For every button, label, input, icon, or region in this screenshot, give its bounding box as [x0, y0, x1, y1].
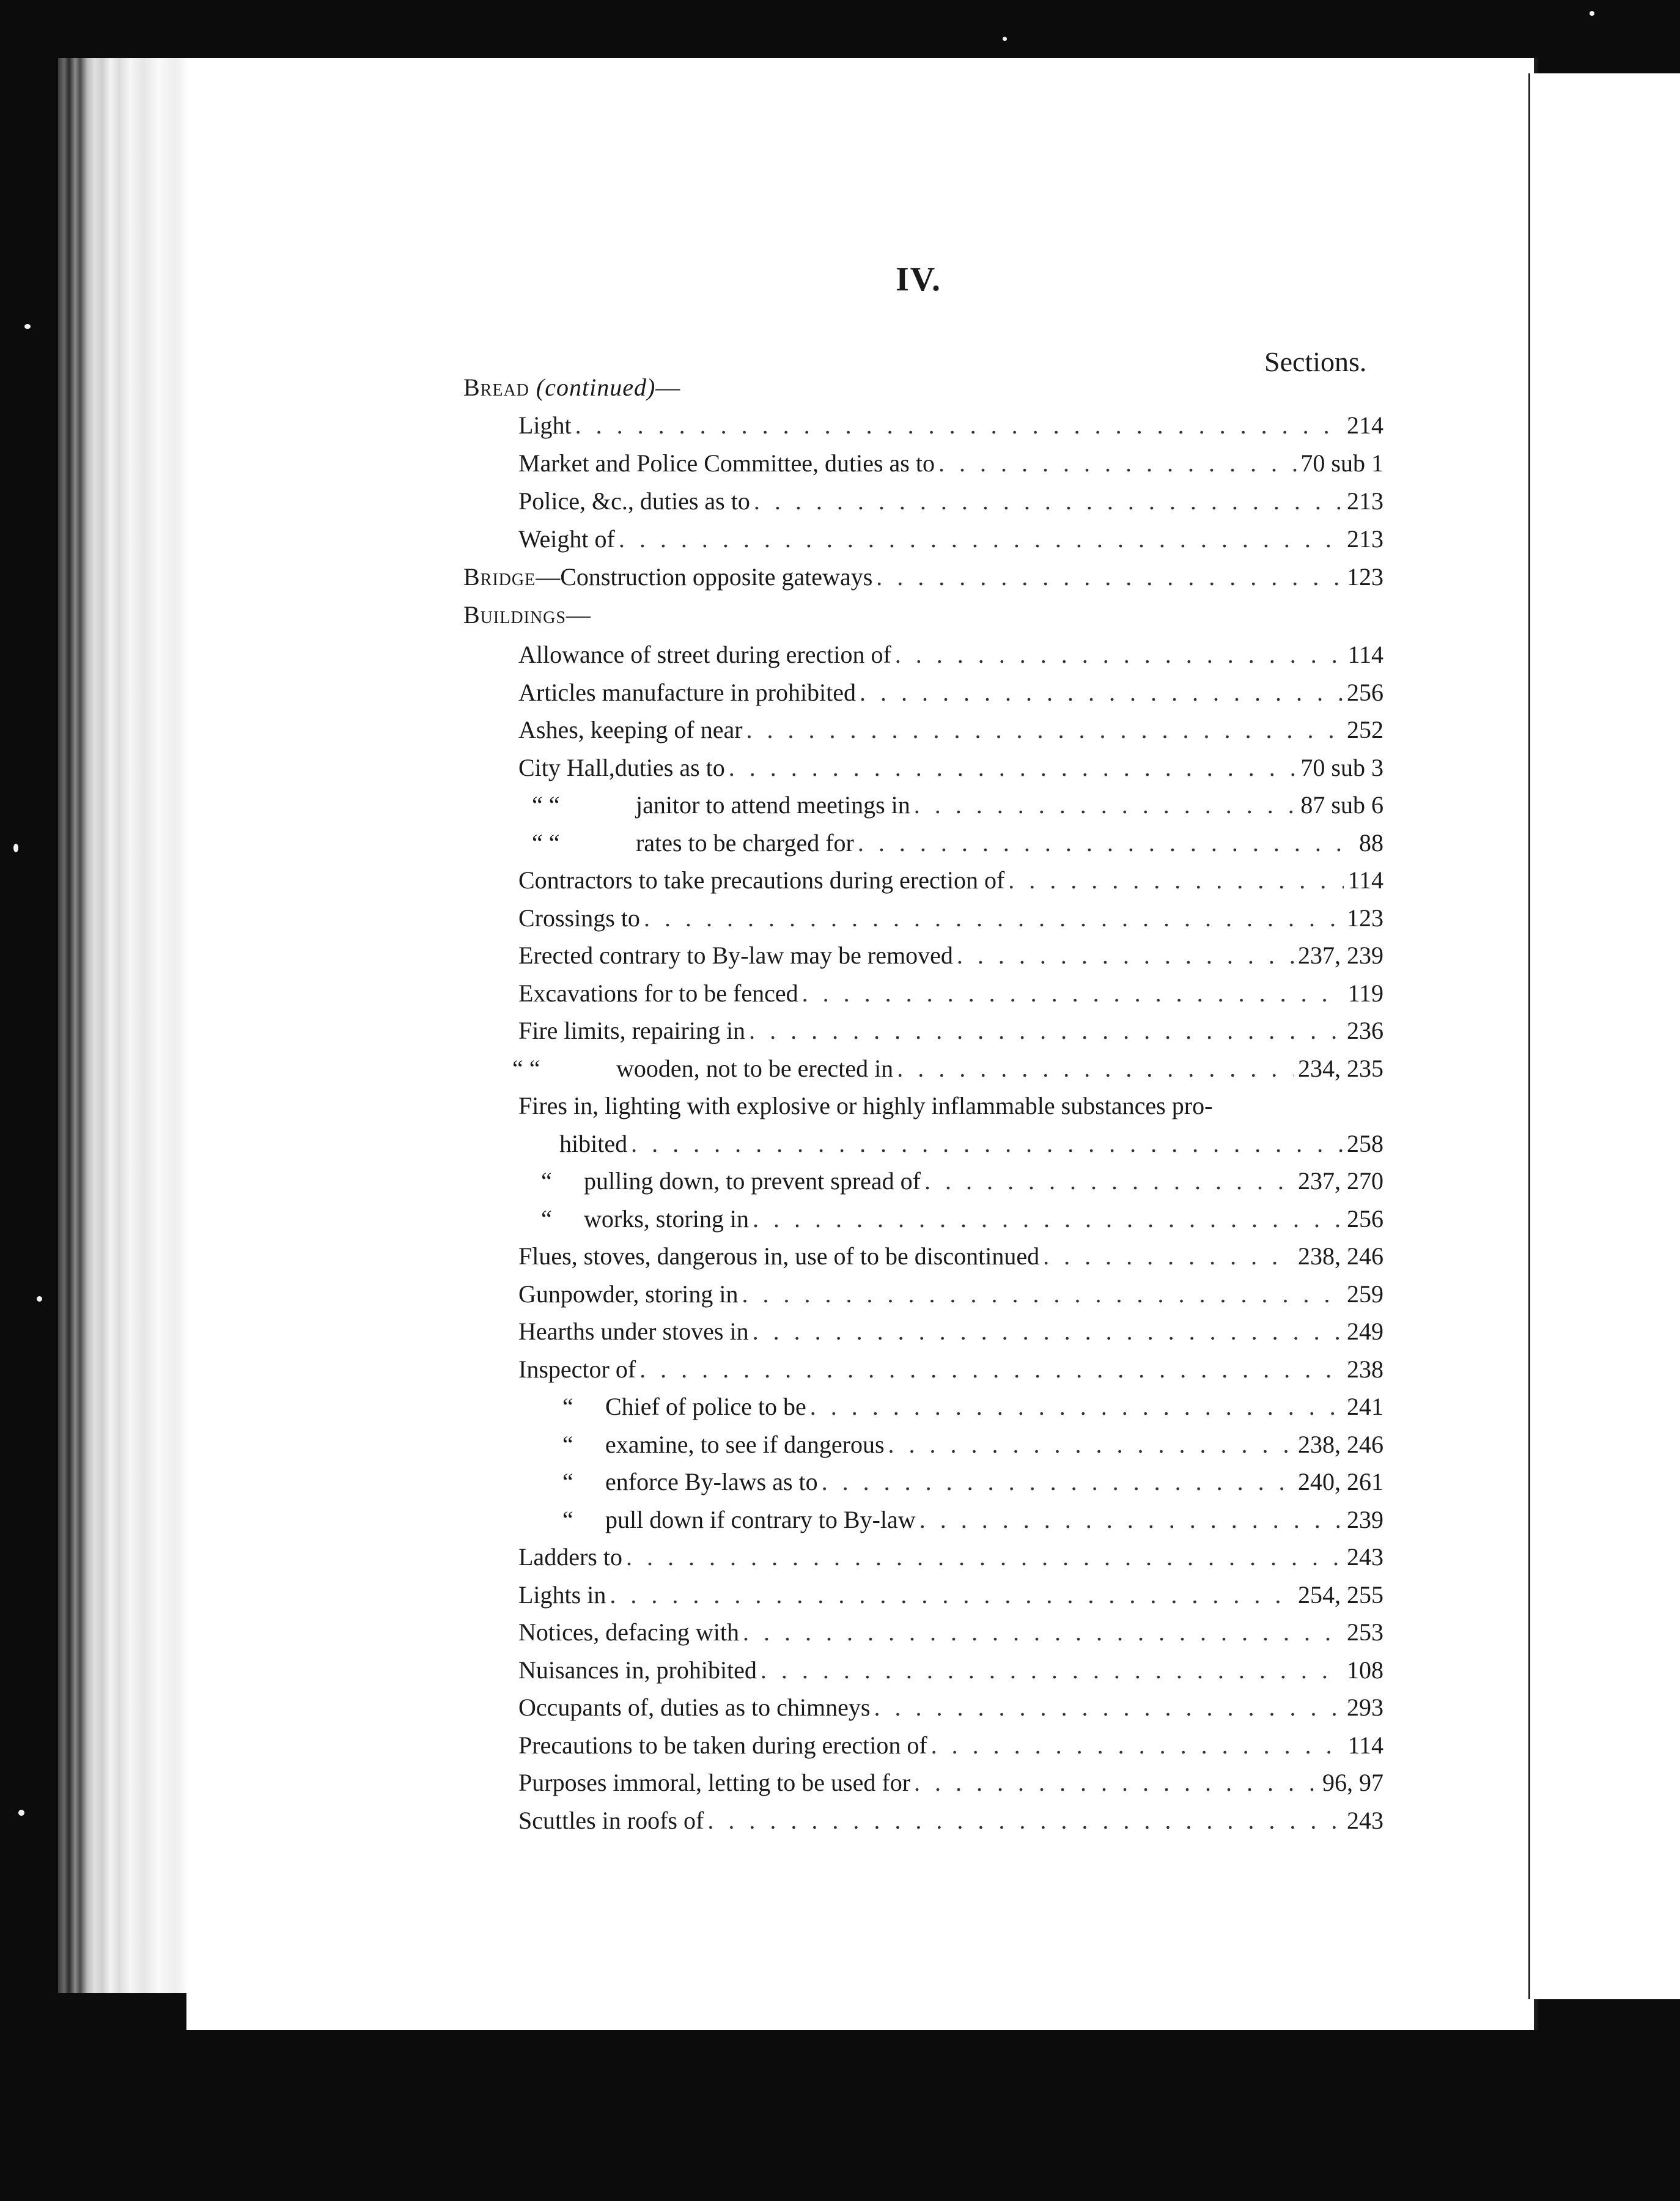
ditto-marks: “ “: [512, 1055, 540, 1082]
entry-label: [518, 1576, 606, 1614]
entry-text: Purposes immoral, letting to be used for: [518, 1769, 911, 1796]
entry-label: [532, 786, 910, 824]
index-entry: [541, 1162, 1383, 1200]
leader-dots: [802, 975, 1344, 1012]
entry-label: [518, 861, 1004, 899]
leader-dots: [938, 444, 1297, 482]
entry-label: [541, 1200, 749, 1238]
leader-dots: [897, 1050, 1294, 1088]
index-entry: [518, 1275, 1383, 1313]
entry-label: [532, 824, 854, 862]
heading-continued: (continued): [536, 374, 656, 401]
index-entry: [559, 1125, 1383, 1163]
entry-section-ref: 238: [1347, 1355, 1383, 1383]
entry-section-ref: 114: [1347, 866, 1383, 894]
entry-label: [518, 1313, 749, 1351]
index-entry: [518, 1727, 1383, 1764]
index-entry: [518, 407, 1383, 444]
entry-section-ref: 214: [1347, 411, 1383, 439]
entry-text: Ashes, keeping of near: [518, 716, 743, 743]
index-entry: [541, 1200, 1383, 1238]
entry-section-ref: 293: [1347, 1694, 1383, 1721]
leader-dots: [1043, 1237, 1294, 1275]
entry-section-ref: 238, 246: [1298, 1242, 1383, 1270]
entry-text: Occupants of, duties as to chimneys: [518, 1694, 871, 1721]
leader-dots: [876, 558, 1343, 596]
entry-text: Ladders to: [518, 1543, 622, 1571]
entry-text: works, storing in: [584, 1205, 749, 1233]
entry-text: Excavations for to be fenced: [518, 979, 798, 1007]
entry-label: [518, 711, 743, 749]
entry-label: [518, 674, 856, 712]
index-entry: [518, 1576, 1383, 1614]
index-entry: [518, 749, 1383, 787]
index-entry: [518, 1237, 1383, 1275]
entry-section-ref: 70 sub 3: [1300, 754, 1383, 781]
entry-label: [562, 1501, 916, 1539]
entry-section-ref: 240, 261: [1298, 1468, 1383, 1495]
entry-section-ref: 243: [1347, 1807, 1383, 1834]
index-entry: [518, 1802, 1383, 1840]
index-entry: [532, 824, 1383, 862]
entry-text: Crossings to: [518, 904, 640, 932]
ditto-marks: “: [541, 1167, 552, 1195]
index-entry: [518, 975, 1383, 1012]
entry-section-ref: 87 sub 6: [1300, 791, 1383, 819]
leader-dots: [707, 1802, 1343, 1840]
entry-label: [463, 558, 872, 596]
leader-dots: [610, 1576, 1294, 1614]
leader-dots: [626, 1538, 1343, 1576]
ditto-marks: “: [562, 1506, 573, 1533]
entry-section-ref: 258: [1347, 1130, 1383, 1157]
entry-label: [518, 1651, 757, 1689]
leader-dots: [575, 407, 1343, 444]
leader-dots: [754, 482, 1343, 520]
leader-dots: [742, 1275, 1343, 1313]
entry-text: wooden, not to be erected in: [616, 1055, 894, 1082]
entry-label: [518, 1237, 1039, 1275]
index-entry: [518, 1538, 1383, 1576]
entry-text: Hearths under stoves in: [518, 1318, 749, 1345]
page-number: IV.: [896, 260, 942, 298]
entry-section-ref: 256: [1347, 1205, 1383, 1233]
entry-label: Weight of: [518, 525, 615, 553]
leader-dots: [743, 1613, 1343, 1651]
entry-section-ref: 123: [1347, 563, 1383, 591]
index-entry: [518, 444, 1383, 482]
leader-dots: [858, 824, 1355, 862]
entry-text: examine, to see if dangerous: [605, 1431, 885, 1458]
leader-dots: [924, 1162, 1294, 1200]
entry-section-ref: 259: [1347, 1280, 1383, 1308]
entry-label: Police, &c., duties as to: [518, 487, 750, 515]
entry-label: Market and Police Committee, duties as to: [518, 449, 935, 477]
index-entry-bridge: [463, 558, 1383, 596]
entry-text: pulling down, to prevent spread of: [584, 1167, 921, 1195]
ditto-marks: “ “: [532, 791, 560, 819]
index-entry: [512, 1050, 1383, 1088]
leader-dots: [749, 1012, 1343, 1050]
entry-label: [518, 899, 640, 937]
index-entry: [518, 1613, 1383, 1651]
entry-text: Notices, defacing with: [518, 1618, 739, 1646]
entry-label: [518, 1538, 622, 1576]
index-entry: [518, 1313, 1383, 1351]
entry-section-ref: 114: [1347, 1731, 1383, 1759]
entry-text: pull down if contrary to By-law: [605, 1506, 916, 1533]
index-entry: [562, 1388, 1383, 1426]
leader-dots: [746, 711, 1343, 749]
entry-text: enforce By-laws as to: [605, 1468, 818, 1495]
leader-dots: [644, 899, 1343, 937]
entry-section-ref: 108: [1347, 1656, 1383, 1684]
entry-text: Gunpowder, storing in: [518, 1280, 739, 1308]
index-heading-bread: [463, 369, 680, 407]
leader-dots: [761, 1651, 1343, 1689]
entry-text: Erected contrary to By-law may be removed: [518, 942, 953, 969]
entry-label: [518, 1012, 745, 1050]
entry-section-ref: 238, 246: [1298, 1431, 1383, 1458]
index-entry: [518, 520, 1383, 558]
leader-dots: [619, 520, 1343, 558]
entry-label: [562, 1463, 818, 1501]
leader-dots: [895, 636, 1344, 674]
index-heading-buildings: [463, 596, 591, 634]
entry-label: [518, 1275, 738, 1313]
entry-text: Articles manufacture in prohibited: [518, 679, 857, 706]
index-entry: [518, 861, 1383, 899]
leader-dots: [874, 1689, 1343, 1727]
entry-label: [518, 1764, 910, 1802]
entry-text: Fire limits, repairing in: [518, 1017, 746, 1044]
entry-section-ref: 252: [1347, 716, 1383, 743]
ditto-marks: “: [562, 1393, 573, 1420]
index-entry: [518, 1764, 1383, 1802]
entry-section-ref: 237, 239: [1298, 942, 1383, 969]
entry-text: Scuttles in roofs of: [518, 1807, 704, 1834]
leader-dots: [753, 1313, 1343, 1351]
index-entry: [518, 674, 1383, 712]
entry-text: —Construction opposite gateways: [536, 563, 873, 591]
entry-section-ref: 253: [1347, 1618, 1383, 1646]
entry-label: [562, 1388, 806, 1426]
entry-text: Flues, stoves, dangerous in, use of to be discontinued: [518, 1242, 1040, 1270]
entry-section-ref: 243: [1347, 1543, 1383, 1571]
entry-label: [562, 1426, 885, 1464]
leader-dots: [810, 1388, 1343, 1426]
ditto-marks: “: [562, 1468, 573, 1495]
index-entry: [518, 1012, 1383, 1050]
entry-text: Chief of police to be: [605, 1393, 806, 1420]
entry-text: Allowance of street during erection of: [518, 641, 891, 668]
leader-dots: [919, 1501, 1343, 1539]
entry-label: [518, 636, 891, 674]
entry-section-ref: 256: [1347, 679, 1383, 706]
entry-section-ref: 254, 255: [1298, 1581, 1383, 1609]
leader-dots: [639, 1351, 1343, 1388]
entry-section-ref: 119: [1347, 979, 1383, 1007]
entry-text: janitor to attend meetings in: [636, 791, 910, 819]
entry-text: Lights in: [518, 1581, 606, 1609]
entry-label: [518, 1087, 1212, 1125]
entry-text: Inspector of: [518, 1355, 636, 1383]
index-entry: [518, 1689, 1383, 1727]
entry-text: Precautions to be taken during erection of: [518, 1731, 927, 1759]
entry-text: City Hall,duties as to: [518, 754, 725, 781]
index-entry: [518, 1651, 1383, 1689]
leader-dots: [931, 1727, 1344, 1764]
index-entry: [518, 1351, 1383, 1388]
entry-text: rates to be charged for: [636, 829, 854, 857]
heading-term: Bread: [463, 374, 529, 401]
entry-section-ref: 237, 270: [1298, 1167, 1383, 1195]
leader-dots: [914, 1764, 1319, 1802]
leader-dots: [631, 1125, 1343, 1163]
index-entry: [518, 937, 1383, 975]
sections-column-header: Sections.: [1264, 346, 1367, 377]
ditto-marks: “: [541, 1205, 552, 1233]
entry-label: [518, 937, 953, 975]
entry-section-ref: 114: [1347, 641, 1383, 668]
index-entry: [518, 1087, 1383, 1125]
index-entry: [562, 1463, 1383, 1501]
entry-section-ref: 239: [1347, 1506, 1383, 1533]
entry-label: [559, 1125, 627, 1163]
leader-dots: [860, 674, 1343, 712]
entry-text: Nuisances in, prohibited: [518, 1656, 757, 1684]
heading-dash: —: [655, 374, 681, 401]
leader-dots: [888, 1426, 1294, 1464]
leader-dots: [1008, 861, 1344, 899]
entry-section-ref: 123: [1347, 904, 1383, 932]
entry-section-ref: 88: [1359, 829, 1383, 857]
entry-label: [518, 1802, 704, 1840]
entry-section-ref: 213: [1347, 525, 1383, 553]
entry-section-ref: 236: [1347, 1017, 1383, 1044]
entry-section-ref: 234, 235: [1298, 1055, 1383, 1082]
index-entry: [518, 711, 1383, 749]
leader-dots: [914, 786, 1297, 824]
index-entry: [532, 786, 1383, 824]
index-entry: [518, 899, 1383, 937]
entry-text: Contractors to take precautions during erection of: [518, 866, 1005, 894]
entry-label: Light: [518, 411, 572, 439]
leader-dots: [822, 1463, 1294, 1501]
leader-dots: [753, 1200, 1343, 1238]
leader-dots: [729, 749, 1297, 787]
entry-label: [518, 1613, 739, 1651]
entry-text: Fires in, lighting with explosive or highly inflammable substances pro-: [518, 1092, 1213, 1119]
index-entry: [518, 482, 1383, 520]
heading-term: Buildings: [463, 601, 566, 629]
entry-label: [518, 975, 798, 1012]
ditto-marks: “ “: [532, 829, 560, 857]
entry-label: [518, 1727, 927, 1764]
entry-label: [518, 1689, 870, 1727]
entry-section-ref: 70 sub 1: [1300, 449, 1383, 477]
index-entry: [518, 636, 1383, 674]
entry-section-ref: 249: [1347, 1318, 1383, 1345]
heading-dash: —: [566, 601, 591, 629]
entry-label: [518, 1351, 636, 1388]
index-entry: [562, 1426, 1383, 1464]
entry-label: [518, 749, 725, 787]
index-entry: [562, 1501, 1383, 1539]
ditto-marks: “: [562, 1431, 573, 1458]
heading-term: Bridge: [463, 563, 536, 591]
entry-section-ref: 241: [1347, 1393, 1383, 1420]
entry-text: hibited: [559, 1130, 628, 1157]
entry-section-ref: 213: [1347, 487, 1383, 515]
entry-section-ref: 96, 97: [1322, 1769, 1383, 1796]
entry-label: [541, 1162, 921, 1200]
leader-dots: [957, 937, 1294, 975]
entry-label: [512, 1050, 893, 1088]
